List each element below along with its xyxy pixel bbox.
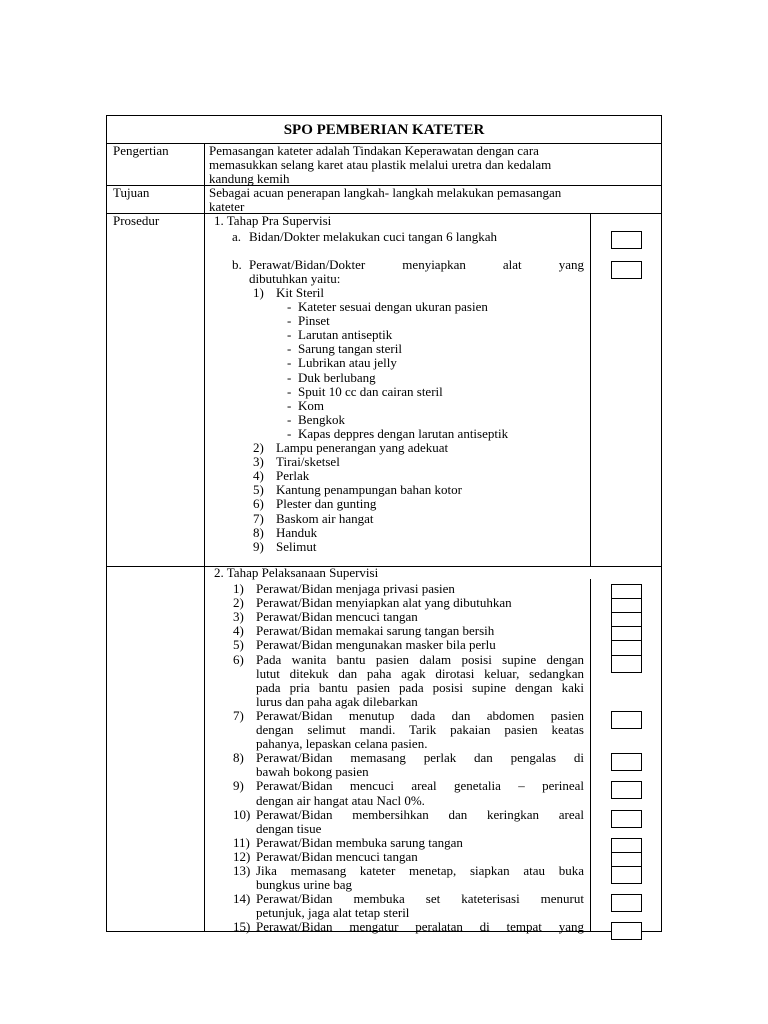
step-number: 14): [233, 891, 251, 906]
step-text: Perawat/Bidan membuka sarung tangan: [256, 835, 463, 850]
step-number: 2): [233, 595, 244, 610]
tool-number: 9): [253, 539, 264, 554]
step-a-text: Bidan/Dokter melakukan cuci tangan 6 langkah: [249, 229, 498, 244]
step-text: dengan selimut mandi. Tarik pakaian pasien keatas: [256, 722, 584, 737]
kit-item-dash: -: [287, 355, 292, 370]
step-text: lutut ditekuk dan paha agak dirotasi keluar, sedangkan: [256, 666, 584, 681]
step-number: 15): [233, 919, 251, 934]
step-number: 4): [233, 623, 244, 638]
table-border-right: [661, 115, 662, 932]
step-text: Perawat/Bidan menutup dada dan abdomen pasien: [256, 708, 584, 723]
kit-label: Kit Steril: [276, 285, 325, 300]
checkbox[interactable]: [611, 711, 642, 729]
kit-item-dash: -: [287, 426, 292, 441]
checkbox[interactable]: [611, 261, 642, 279]
step-text: Pada wanita bantu pasien dalam posisi supine dengan: [256, 652, 584, 667]
pengertian-line: kandung kemih: [209, 171, 290, 186]
kit-item-text: Duk berlubang: [298, 370, 376, 385]
step-text: Perawat/Bidan menyiapkan alat yang dibutuhkan: [256, 595, 512, 610]
kit-item-dash: -: [287, 327, 292, 342]
step-text: lurus dan paha agak dilebarkan: [256, 694, 418, 709]
step-number: 1): [233, 581, 244, 596]
step-text: Perawat/Bidan memasang perlak dan pengalas di: [256, 750, 584, 765]
checkbox[interactable]: [611, 810, 642, 828]
checkbox[interactable]: [611, 866, 642, 884]
step-text: pahanya, lepaskan celana pasien.: [256, 736, 428, 751]
checkbox-column-divider-1: [590, 213, 591, 567]
kit-item-dash: -: [287, 313, 292, 328]
step-number: 5): [233, 637, 244, 652]
section1-heading: 1. Tahap Pra Supervisi: [214, 213, 332, 228]
step-a-marker: a.: [232, 229, 242, 244]
checkbox[interactable]: [611, 231, 642, 249]
step-number: 11): [233, 835, 250, 850]
kit-item-text: Kapas deppres dengan larutan antiseptik: [298, 426, 509, 441]
tool-text: Perlak: [276, 468, 310, 483]
step-number: 3): [233, 609, 244, 624]
step-b-line: dibutuhkan yaitu:: [249, 271, 341, 286]
tool-text: Kantung penampungan bahan kotor: [276, 482, 462, 497]
kit-item-dash: -: [287, 412, 292, 427]
kit-item-text: Kateter sesuai dengan ukuran pasien: [298, 299, 488, 314]
tujuan-label: Tujuan: [113, 185, 150, 200]
step-text: Perawat/Bidan mengatur peralatan di tempat yang: [256, 919, 584, 934]
step-number: 7): [233, 708, 244, 723]
tujuan-line: Sebagai acuan penerapan langkah- langkah melakukan pemasangan: [209, 185, 562, 200]
step-text: Perawat/Bidan menjaga privasi pasien: [256, 581, 455, 596]
prosedur-label: Prosedur: [113, 213, 160, 228]
kit-item-text: Kom: [298, 398, 324, 413]
page-title: SPO PEMBERIAN KATETER: [283, 122, 485, 138]
kit-item-dash: -: [287, 384, 292, 399]
step-number: 10): [233, 807, 251, 822]
step-text: bungkus urine bag: [256, 877, 353, 892]
step-text: Jika memasang kateter menetap, siapkan atau buka: [256, 863, 584, 878]
step-b-marker: b.: [232, 257, 242, 272]
checkbox-column-divider-2: [590, 579, 591, 932]
step-number: 9): [233, 778, 244, 793]
checkbox[interactable]: [611, 894, 642, 912]
label-column-divider: [204, 143, 205, 932]
tool-text: Lampu penerangan yang adekuat: [276, 440, 449, 455]
kit-item-dash: -: [287, 370, 292, 385]
step-number: 12): [233, 849, 251, 864]
tool-number: 7): [253, 511, 264, 526]
kit-item-text: Pinset: [298, 313, 330, 328]
step-text: dengan tisue: [256, 821, 322, 836]
tool-text: Plester dan gunting: [276, 496, 377, 511]
pengertian-line: memasukkan selang karet atau plastik melalui uretra dan kedalam: [209, 157, 552, 172]
tool-text: Selimut: [276, 539, 317, 554]
kit-item-text: Spuit 10 cc dan cairan steril: [298, 384, 443, 399]
tool-number: 4): [253, 468, 264, 483]
step-number: 13): [233, 863, 251, 878]
step-text: Perawat/Bidan mencuci areal genetalia – perineal: [256, 778, 584, 793]
table-border-top: [106, 115, 662, 116]
kit-item-text: Bengkok: [298, 412, 345, 427]
table-border-left: [106, 115, 107, 932]
kit-item-dash: -: [287, 398, 292, 413]
tool-text: Tirai/sketsel: [276, 454, 340, 469]
tool-number: 6): [253, 496, 264, 511]
tujuan-line: kateter: [209, 199, 245, 214]
kit-item-dash: -: [287, 341, 292, 356]
step-text: bawah bokong pasien: [256, 764, 369, 779]
kit-item-text: Sarung tangan steril: [298, 341, 402, 356]
pengertian-line: Pemasangan kateter adalah Tindakan Keperawatan dengan cara: [209, 143, 539, 158]
step-text: Perawat/Bidan memakai sarung tangan bersih: [256, 623, 495, 638]
step-text: Perawat/Bidan mencuci tangan: [256, 609, 418, 624]
step-text: Perawat/Bidan membersihkan dan keringkan areal: [256, 807, 584, 822]
checkbox[interactable]: [611, 655, 642, 673]
kit-item-text: Larutan antiseptik: [298, 327, 393, 342]
tool-number: 2): [253, 440, 264, 455]
kit-number: 1): [253, 285, 264, 300]
row-divider-section1: [106, 566, 662, 567]
tool-text: Handuk: [276, 525, 318, 540]
kit-item-dash: -: [287, 299, 292, 314]
step-number: 8): [233, 750, 244, 765]
row-divider-tujuan: [106, 213, 662, 214]
checkbox[interactable]: [611, 922, 642, 940]
checkbox[interactable]: [611, 753, 642, 771]
tool-number: 3): [253, 454, 264, 469]
section2-heading: 2. Tahap Pelaksanaan Supervisi: [214, 565, 379, 580]
checkbox[interactable]: [611, 781, 642, 799]
step-text: Perawat/Bidan mengunakan masker bila perlu: [256, 637, 496, 652]
tool-text: Baskom air hangat: [276, 511, 374, 526]
step-text: Perawat/Bidan membuka set kateterisasi menurut: [256, 891, 584, 906]
step-text: dengan air hangat atau Nacl 0%.: [256, 793, 425, 808]
step-text: pada pria bantu pasien pada posisi supine dengan kaki: [256, 680, 584, 695]
pengertian-label: Pengertian: [113, 143, 169, 158]
step-text: petunjuk, jaga alat tetap steril: [256, 905, 410, 920]
step-number: 6): [233, 652, 244, 667]
step-b-line: Perawat/Bidan/Dokter menyiapkan alat yang: [249, 257, 584, 272]
kit-item-text: Lubrikan atau jelly: [298, 355, 397, 370]
step-text: Perawat/Bidan mencuci tangan: [256, 849, 418, 864]
tool-number: 5): [253, 482, 264, 497]
tool-number: 8): [253, 525, 264, 540]
